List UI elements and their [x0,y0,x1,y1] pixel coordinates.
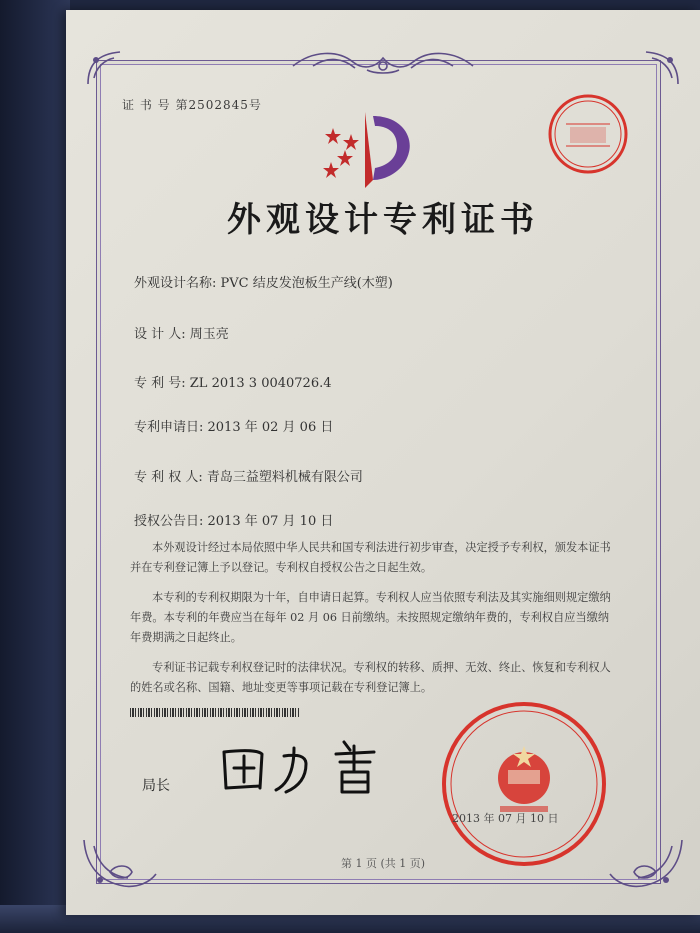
certificate-number: 证 书 号 第2502845号 [122,98,262,112]
barcode [130,708,300,717]
corner-ornament-icon [642,48,682,88]
folder-cover [0,0,70,933]
certificate-page [66,10,700,915]
patent-office-logo-icon [321,110,421,190]
director-signature [214,730,414,800]
filing-date-field: 专利申请日: 2013 年 02 月 06 日 [134,420,334,435]
corner-ornament-icon [84,48,124,88]
body-paragraph: 本外观设计经过本局依照中华人民共和国专利法进行初步审查，决定授予专利权，颁发本证书并在专利登记簿上予以登记。专利权自授权公告之日起生效。 [130,541,611,574]
body-paragraph: 本专利的专利权期限为十年，自申请日起算。专利权人应当依照专利法及其实施细则规定缴纳年费。本专利的年费应当在每年 02 月 06 日前缴纳。未按照规定缴纳年费的，专利权自应当缴纳年费期满之日起终止。 [130,591,611,644]
grant-date-field: 授权公告日: 2013 年 07 月 10 日 [134,514,334,529]
director-label: 局长 [142,778,170,794]
state-ipo-seal [426,698,622,868]
tax-stamp-seal [546,92,630,176]
seal-date: 2013 年 07 月 10 日 [452,812,559,825]
certificate-body [130,538,620,708]
patent-number-field: 专 利 号: ZL 2013 3 0040726.4 [134,376,332,391]
certificate-title: 外观设计专利证书 [227,200,539,240]
body-paragraph: 专利证书记载专利权登记时的法律状况。专利权的转移、质押、无效、终止、恢复和专利权人的姓名或名称、国籍、地址变更等事项记载在专利登记簿上。 [130,661,611,694]
top-ornament-icon [283,48,483,76]
design-name-field: 外观设计名称: PVC 结皮发泡板生产线(木塑) [134,276,393,291]
patentee-field: 专 利 权 人: 青岛三益塑料机械有限公司 [134,470,363,485]
page-footer: 第 1 页 (共 1 页) [340,857,426,870]
designer-field: 设 计 人: 周玉亮 [134,327,229,342]
